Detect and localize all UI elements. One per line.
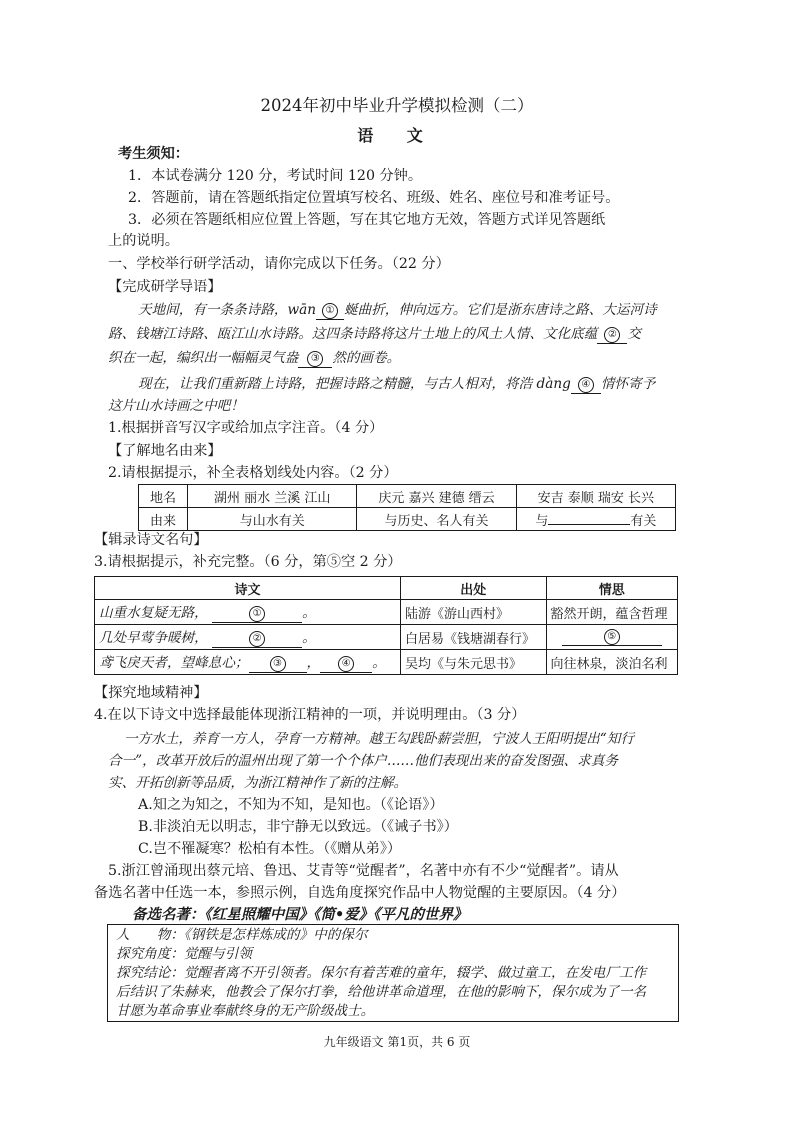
table-cell: 与 有关 <box>516 508 675 531</box>
table-row <box>95 600 678 625</box>
guide-paragraph-line: 天地间，有一条条诗路，wān ① 蜒曲折，伸向远方。它们是浙东唐诗之路、大运河诗 <box>138 302 657 318</box>
page-footer: 九年级语文 第1页，共 6 页 <box>323 1035 471 1049</box>
answer-blank-1[interactable]: ① <box>316 302 344 320</box>
table-cell: 地名 <box>139 485 188 508</box>
q4-paragraph-line: 实、开拓创新等品质，为浙江精神作了新的注解。 <box>108 775 408 791</box>
answer-blank-poem-1[interactable]: ① <box>212 605 302 623</box>
question-5: 5.浙江曾涌现出蔡元培、鲁迅、艾青等“觉醒者”，名著中亦有不少“觉醒者”。请从 <box>108 863 619 879</box>
subsection-title: 【完成研学导语】 <box>108 279 222 295</box>
q4-paragraph-line: 合一”，改革开放后的温州出现了第一个个体户……他们表现出来的奋发图强、求真务 <box>108 753 618 769</box>
column-header: 情思 <box>546 577 677 600</box>
table-cell: 几处早莺争暖树， ② 。 <box>95 625 401 650</box>
table-cell: 向往林泉，淡泊名利 <box>546 650 677 675</box>
subject-title: 语 文 <box>357 126 437 145</box>
notice-item: 3．必须在答题纸相应位置上答题，写在其它地方无效，答题方式详见答题纸 <box>128 212 606 228</box>
question-5: 备选名著中任选一本，参照示例，自选角度探究作品中人物觉醒的主要原因。（4 分） <box>94 885 626 901</box>
answer-blank-3[interactable]: ③ <box>298 350 332 368</box>
question-4: 4.在以下诗文中选择最能体现浙江精神的一项，并说明理由。（3 分） <box>94 707 526 723</box>
table-cell: 安吉 泰顺 瑞安 长兴 <box>516 485 675 508</box>
answer-blank-poem-3[interactable]: ③ <box>249 655 307 673</box>
table-cell: 鸢飞戾天者，望峰息心； ③ ， ④ 。 <box>95 650 401 675</box>
notice-item: 2．答题前，请在答题纸指定位置填写校名、班级、姓名、座位号和准考证号。 <box>128 190 620 206</box>
question-1: 1.根据拼音写汉字或给加点字注音。（4 分） <box>108 420 384 436</box>
q4-option: A.知之为知之，不知为不知，是知也。（《论语》） <box>138 797 444 813</box>
guide-paragraph-line: 这片山水诗画之中吧！ <box>108 398 244 414</box>
candidate-books: 备选名著：《红星照耀中国》《简•爱》《平凡的世界》 <box>132 906 468 923</box>
table-cell: 庆元 嘉兴 建德 缙云 <box>357 485 516 508</box>
table-cell: 与历史、名人有关 <box>357 508 516 531</box>
guide-paragraph-line: 织在一起，编织出一幅幅灵气盎 ③ 然的画卷。 <box>108 350 401 366</box>
table-cell: 山重水复疑无路， ① 。 <box>95 600 401 625</box>
guide-paragraph-line: 路、钱塘江诗路、瓯江山水诗路。这四条诗路将这片土地上的风土人情、文化底蕴 ② 交 <box>108 326 641 342</box>
column-header: 诗文 <box>95 577 401 600</box>
exam-title: 2024年初中毕业升学模拟检测（二） <box>260 96 534 115</box>
table-row <box>139 508 676 531</box>
table-row <box>95 650 678 675</box>
table-cell: 与山水有关 <box>188 508 357 531</box>
table-cell <box>546 625 677 650</box>
table-cell: 吴均《与朱元思书》 <box>401 650 546 675</box>
table-cell: 豁然开朗，蕴含哲理 <box>546 600 677 625</box>
table-header-row <box>95 577 678 600</box>
subsection-title: 【辑录诗文名句】 <box>94 532 208 548</box>
table-cell: 陆游《游山西村》 <box>401 600 546 625</box>
subsection-title: 【了解地名由来】 <box>108 443 222 459</box>
answer-blank-emotion[interactable]: ⑤ <box>562 629 662 646</box>
table-cell: 由来 <box>139 508 188 531</box>
answer-blank-2[interactable]: ② <box>597 326 627 344</box>
answer-blank-poem-4[interactable]: ④ <box>320 655 372 673</box>
table-cell: 湖州 丽水 兰溪 江山 <box>188 485 357 508</box>
q4-option: B.非淡泊无以明志，非宁静无以致远。（《诫子书》） <box>138 819 458 835</box>
dotted-char: 蕴 <box>583 326 598 342</box>
q4-option: C.岂不罹凝寒？松柏有本性。（《赠从弟》） <box>138 841 402 857</box>
column-header: 出处 <box>401 577 546 600</box>
answer-blank-poem-2[interactable]: ② <box>212 630 302 648</box>
example-line: 甘愿为革命事业奉献终身的无产阶级战士。 <box>116 1003 375 1019</box>
question-3: 3.请根据提示，补充完整。（6 分，第⑤空 2 分） <box>94 554 402 570</box>
example-box <box>107 924 679 1022</box>
table-cell: 白居易《钱塘湖春行》 <box>401 625 546 650</box>
answer-blank-4[interactable]: ④ <box>571 376 601 394</box>
example-line: 后结识了朱赫来，他教会了保尔打拳，给他讲革命道理，在他的影响下，保尔成为了一名 <box>116 984 647 1000</box>
place-name-table <box>138 484 676 531</box>
example-line: 人 物：《钢铁是怎样炼成的》中的保尔 <box>116 927 368 943</box>
table-row <box>95 625 678 650</box>
question-2: 2.请根据提示，补全表格划线处内容。（2 分） <box>108 465 398 481</box>
table-row <box>139 485 676 508</box>
guide-paragraph-line: 现在，让我们重新踏上诗路，把握诗路之精髓，与古人相对，将浩 dàng ④ 情怀寄予 <box>138 376 656 392</box>
example-line: 探究结论：觉醒者离不开引领者。保尔有着苦难的童年，辍学、做过童工，在发电厂工作 <box>116 965 647 981</box>
subsection-title: 【探究地域精神】 <box>94 685 208 701</box>
section-heading: 一、学校举行研学活动，请你完成以下任务。（22 分） <box>108 256 450 272</box>
notice-item: 上的说明。 <box>108 233 179 249</box>
notice-item: 1．本试卷满分 120 分，考试时间 120 分钟。 <box>128 168 423 184</box>
q4-paragraph-line: 一方水土，养育一方人，孕育一方精神。越王勾践卧薪尝胆，宁波人王阳明提出“知行 <box>124 731 634 747</box>
notice-heading: 考生须知： <box>118 146 189 162</box>
answer-blank-origin[interactable] <box>548 524 630 525</box>
poem-table <box>94 576 678 675</box>
example-line: 探究角度：觉醒与引领 <box>116 946 252 962</box>
